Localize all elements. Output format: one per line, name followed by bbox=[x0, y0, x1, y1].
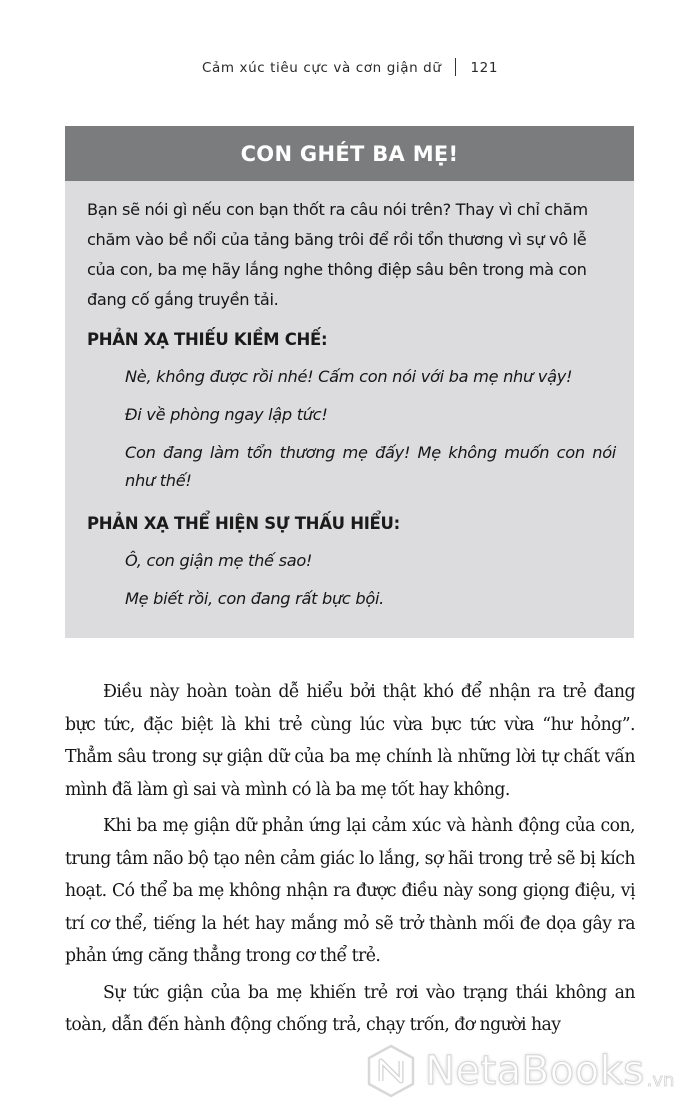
paragraph: Sự tức giận của ba mẹ khiến trẻ rơi vào trạng thái không an toàn, dẫn đến hành động chống trả, chạy trốn, đơ người hay bbox=[65, 982, 635, 1035]
box-intro: Bạn sẽ nói gì nếu con bạn thốt ra câu nói trên? Thay vì chỉ chăm chăm vào bề nổi của tảng băng trôi để rồi tổn thương vì sự vô lễ của con, ba mẹ hãy lắng nghe thông điệp sâu bên trong mà con đang cố gắng truyền tải. bbox=[87, 200, 588, 309]
watermark-brand: NetaBooks bbox=[425, 1048, 645, 1094]
header-divider bbox=[455, 58, 456, 76]
page-number: 121 bbox=[470, 60, 499, 76]
watermark bbox=[365, 1043, 674, 1099]
quote: Ô, con giận mẹ thế sao! bbox=[125, 551, 313, 570]
body-text bbox=[65, 676, 635, 1046]
paragraph: Điều này hoàn toàn dễ hiểu bởi thật khó để nhận ra trẻ đang bực tức, đặc biệt là khi trẻ cùng lúc vừa bực tức vừa “hư hỏng”. Thẳm sâu trong sự giận dữ của ba mẹ chính là những lời tự chất vấn mình đã làm gì sai và mình có là ba mẹ tốt hay không. bbox=[65, 682, 635, 800]
box-title: CON GHÉT BA MẸ! bbox=[65, 126, 634, 181]
quote: Mẹ biết rồi, con đang rất bực bội. bbox=[125, 589, 384, 608]
quote: Nè, không được rồi nhé! Cấm con nói với ba mẹ như vậy! bbox=[125, 367, 573, 386]
quote: Đi về phòng ngay lập tức! bbox=[125, 405, 328, 424]
netabooks-hex-logo-icon bbox=[365, 1043, 417, 1099]
section-label-uncontrolled: PHẢN XẠ THIẾU KIỀM CHẾ: bbox=[87, 330, 328, 349]
chapter-title: Cảm xúc tiêu cực và cơn giận dữ bbox=[201, 60, 442, 76]
paragraph: Khi ba mẹ giận dữ phản ứng lại cảm xúc và hành động của con, trung tâm não bộ tạo nên cảm giác lo lắng, sợ hãi trong trẻ sẽ bị kích hoạt. Có thể ba mẹ không nhận ra được điều này song giọng điệu, vị trí cơ thể, tiếng la hét hay mắng mỏ sẽ trở thành mối đe dọa gây ra phản ứng căng thẳng trong cơ thể trẻ. bbox=[65, 816, 635, 966]
sidebar-box bbox=[65, 126, 634, 638]
section-label-empathetic: PHẢN XẠ THỂ HIỆN SỰ THẤU HIỂU: bbox=[87, 514, 400, 533]
quote: Con đang làm tổn thương mẹ đấy! Mẹ không muốn con nói như thế! bbox=[125, 443, 616, 490]
box-body bbox=[65, 181, 634, 613]
watermark-tld: .vn bbox=[646, 1070, 675, 1091]
running-head bbox=[0, 58, 700, 76]
